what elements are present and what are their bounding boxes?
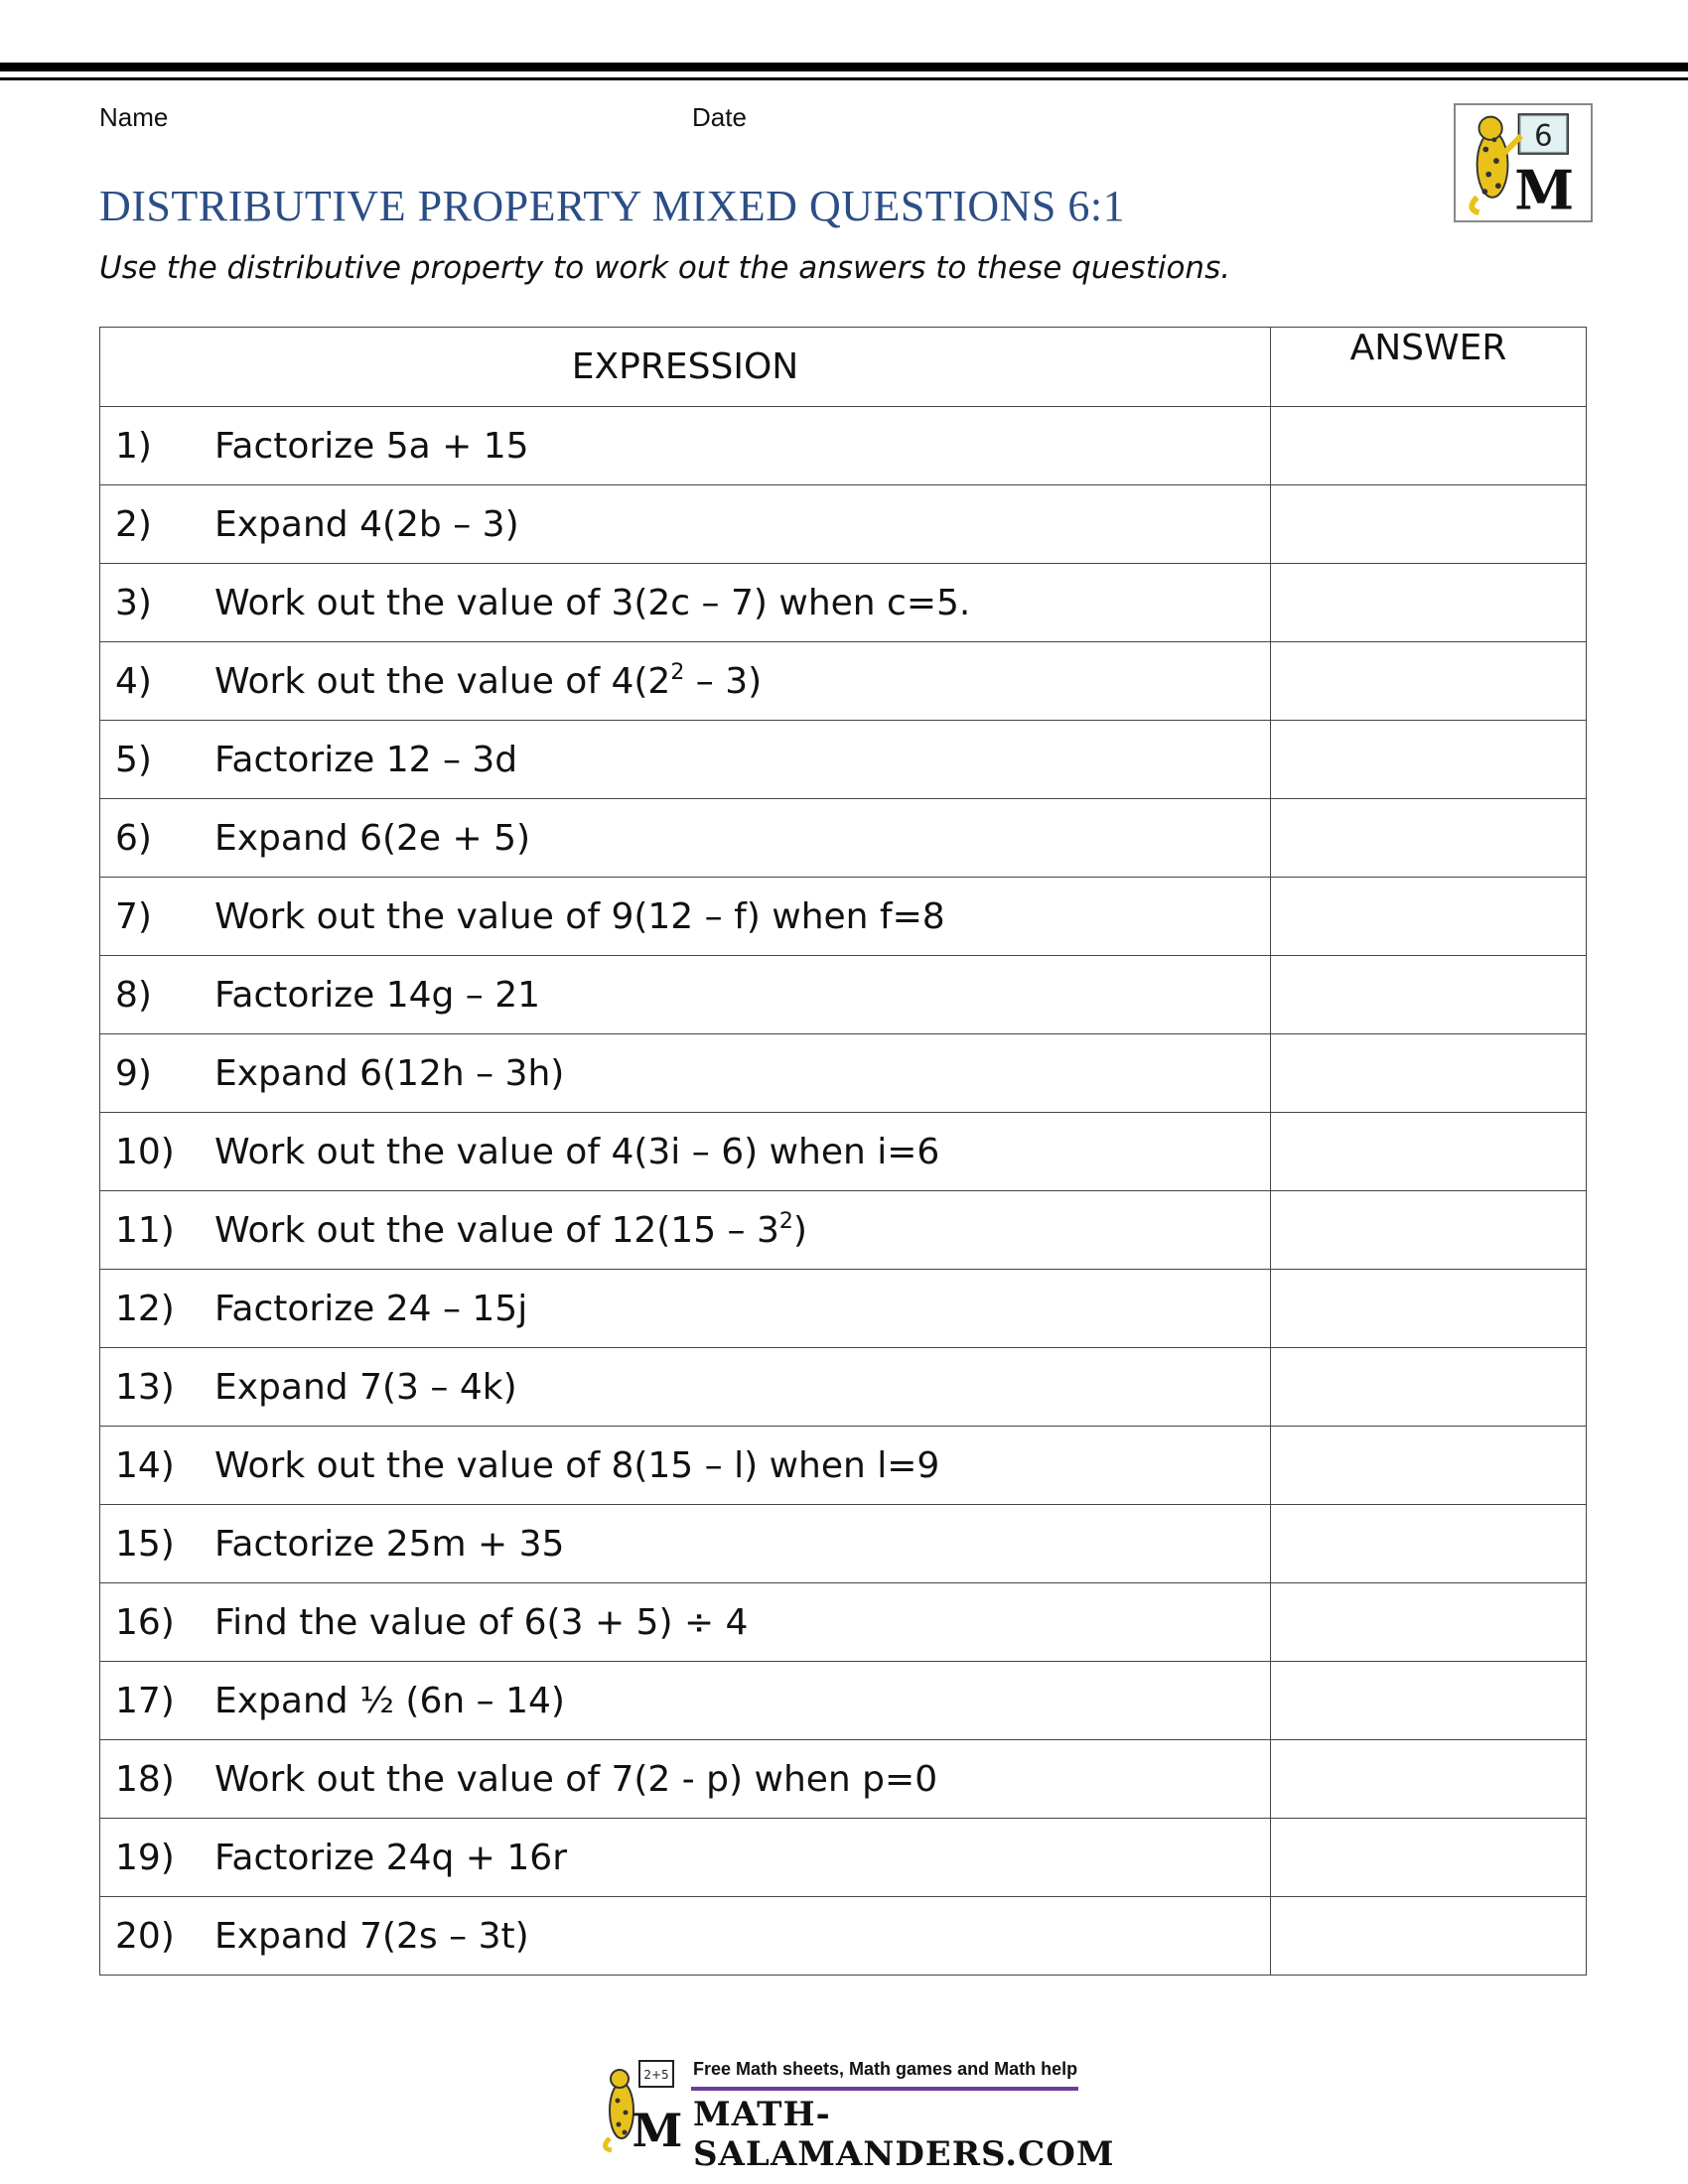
footer-site-name: MATH-SALAMANDERS.COM bbox=[693, 2095, 1115, 2174]
question-text-main: Work out the value of 12(15 – 3 bbox=[214, 1209, 779, 1251]
table-row bbox=[100, 878, 1587, 956]
question-number: 12) bbox=[115, 1288, 175, 1329]
answer-cell[interactable] bbox=[1271, 1113, 1587, 1191]
table-row bbox=[100, 1740, 1587, 1819]
table-row bbox=[100, 1505, 1587, 1583]
answer-cell[interactable] bbox=[1271, 1270, 1587, 1348]
answer-cell[interactable] bbox=[1271, 485, 1587, 564]
exponent: 2 bbox=[670, 659, 685, 685]
question-cell bbox=[100, 1348, 1271, 1427]
worksheet-title: DISTRIBUTIVE PROPERTY MIXED QUESTIONS 6:1 bbox=[99, 182, 1126, 230]
question-text bbox=[214, 661, 762, 702]
question-cell bbox=[100, 1270, 1271, 1348]
question-number: 8) bbox=[115, 974, 152, 1016]
question-text-main: Expand ½ (6n – 14) bbox=[214, 1680, 565, 1721]
question-cell bbox=[100, 1191, 1271, 1270]
answer-cell[interactable] bbox=[1271, 1348, 1587, 1427]
table-row bbox=[100, 1427, 1587, 1505]
question-number: 19) bbox=[115, 1837, 175, 1878]
svg-text:M: M bbox=[632, 2104, 683, 2152]
question-text-main: Factorize 24q + 16r bbox=[214, 1837, 568, 1878]
table-row bbox=[100, 956, 1587, 1034]
question-text bbox=[214, 1289, 527, 1329]
table-row bbox=[100, 1191, 1587, 1270]
question-text bbox=[214, 1524, 564, 1565]
answer-cell[interactable] bbox=[1271, 1740, 1587, 1819]
table-row bbox=[100, 1113, 1587, 1191]
question-text bbox=[214, 1838, 567, 1878]
answer-cell[interactable] bbox=[1271, 1583, 1587, 1662]
question-text-main: Expand 6(12h – 3h) bbox=[214, 1052, 565, 1094]
question-cell bbox=[100, 564, 1271, 642]
question-text-main: Expand 6(2e + 5) bbox=[214, 817, 531, 859]
question-text-main: Work out the value of 4(2 bbox=[214, 660, 671, 702]
questions-table bbox=[99, 327, 1587, 1976]
footer-branding bbox=[596, 2055, 1115, 2174]
questions-body bbox=[100, 407, 1587, 1976]
question-text bbox=[214, 1681, 565, 1721]
name-label: Name bbox=[99, 102, 169, 132]
date-label: Date bbox=[692, 102, 747, 132]
question-number: 10) bbox=[115, 1131, 175, 1172]
footer-divider bbox=[691, 2087, 1078, 2091]
question-text-main: Factorize 5a + 15 bbox=[214, 425, 529, 467]
question-number: 18) bbox=[115, 1758, 175, 1800]
worksheet-instructions: Use the distributive property to work out the answers to these questions. bbox=[99, 250, 1231, 286]
question-text bbox=[214, 1210, 807, 1251]
question-text-main: Factorize 12 – 3d bbox=[214, 739, 518, 780]
table-row bbox=[100, 1270, 1587, 1348]
question-text-main: Work out the value of 8(15 – l) when l=9 bbox=[214, 1444, 940, 1486]
table-row bbox=[100, 1034, 1587, 1113]
answer-cell[interactable] bbox=[1271, 1505, 1587, 1583]
question-text-main: Find the value of 6(3 + 5) ÷ 4 bbox=[214, 1601, 749, 1643]
question-text bbox=[214, 896, 945, 937]
answer-cell[interactable] bbox=[1271, 564, 1587, 642]
question-number: 5) bbox=[115, 739, 152, 780]
question-text-tail: ) bbox=[792, 1209, 807, 1251]
question-cell bbox=[100, 1113, 1271, 1191]
table-row bbox=[100, 1662, 1587, 1740]
question-cell bbox=[100, 1505, 1271, 1583]
question-number: 9) bbox=[115, 1052, 152, 1094]
logo-grade-text: 6 bbox=[1534, 118, 1553, 153]
question-number: 15) bbox=[115, 1523, 175, 1565]
question-number: 17) bbox=[115, 1680, 175, 1721]
question-cell bbox=[100, 1662, 1271, 1740]
question-text bbox=[214, 1759, 937, 1800]
question-text bbox=[214, 1916, 529, 1957]
question-number: 7) bbox=[115, 895, 152, 937]
question-cell bbox=[100, 485, 1271, 564]
question-text-tail: – 3) bbox=[684, 660, 763, 702]
question-text-main: Expand 4(2b – 3) bbox=[214, 503, 519, 545]
question-text-main: Work out the value of 7(2 - p) when p=0 bbox=[214, 1758, 938, 1800]
answer-cell[interactable] bbox=[1271, 642, 1587, 721]
question-text bbox=[214, 1602, 748, 1643]
table-row bbox=[100, 564, 1587, 642]
salamander-mascot-icon bbox=[596, 2057, 685, 2152]
svg-text:2+5: 2+5 bbox=[643, 2068, 669, 2082]
question-cell bbox=[100, 1819, 1271, 1897]
answer-header: ANSWER bbox=[1271, 328, 1587, 407]
question-cell bbox=[100, 1427, 1271, 1505]
question-number: 11) bbox=[115, 1209, 175, 1251]
question-cell bbox=[100, 956, 1271, 1034]
header-rule-thick bbox=[0, 63, 1688, 71]
question-text-main: Work out the value of 4(3i – 6) when i=6 bbox=[214, 1131, 940, 1172]
answer-cell[interactable] bbox=[1271, 1034, 1587, 1113]
question-number: 1) bbox=[115, 425, 152, 467]
question-text bbox=[214, 818, 530, 859]
answer-cell[interactable] bbox=[1271, 1662, 1587, 1740]
exponent: 2 bbox=[778, 1208, 793, 1234]
question-cell bbox=[100, 642, 1271, 721]
header-rule-thin bbox=[0, 77, 1688, 80]
question-cell bbox=[100, 799, 1271, 878]
table-row bbox=[100, 407, 1587, 485]
footer-tagline: Free Math sheets, Math games and Math help bbox=[693, 2059, 1078, 2079]
question-cell bbox=[100, 1897, 1271, 1976]
question-text-main: Work out the value of 3(2c – 7) when c=5. bbox=[214, 582, 971, 623]
question-text-main: Factorize 24 – 15j bbox=[214, 1288, 528, 1329]
table-row bbox=[100, 799, 1587, 878]
table-row bbox=[100, 1348, 1587, 1427]
question-cell bbox=[100, 721, 1271, 799]
question-text bbox=[214, 583, 970, 623]
question-number: 2) bbox=[115, 503, 152, 545]
table-row bbox=[100, 485, 1587, 564]
question-text bbox=[214, 426, 529, 467]
answer-cell[interactable] bbox=[1271, 1897, 1587, 1976]
expression-header: EXPRESSION bbox=[100, 328, 1271, 407]
question-cell bbox=[100, 1740, 1271, 1819]
question-text bbox=[214, 1132, 939, 1172]
table-row bbox=[100, 1897, 1587, 1976]
logo-mark-text: M bbox=[1514, 158, 1575, 220]
table-header-row bbox=[100, 328, 1587, 407]
question-number: 16) bbox=[115, 1601, 175, 1643]
question-cell bbox=[100, 407, 1271, 485]
question-text bbox=[214, 1367, 517, 1408]
table-row bbox=[100, 642, 1587, 721]
answer-cell[interactable] bbox=[1271, 878, 1587, 956]
answer-cell[interactable] bbox=[1271, 1819, 1587, 1897]
question-cell bbox=[100, 1583, 1271, 1662]
question-number: 3) bbox=[115, 582, 152, 623]
question-number: 20) bbox=[115, 1915, 175, 1957]
question-text bbox=[214, 1053, 564, 1094]
answer-cell[interactable] bbox=[1271, 956, 1587, 1034]
question-text-main: Factorize 14g – 21 bbox=[214, 974, 541, 1016]
question-text-main: Factorize 25m + 35 bbox=[214, 1523, 565, 1565]
question-text bbox=[214, 740, 517, 780]
answer-cell[interactable] bbox=[1271, 1191, 1587, 1270]
question-text bbox=[214, 1445, 939, 1486]
question-text bbox=[214, 975, 540, 1016]
question-number: 14) bbox=[115, 1444, 175, 1486]
answer-cell[interactable] bbox=[1271, 721, 1587, 799]
answer-cell[interactable] bbox=[1271, 1427, 1587, 1505]
question-number: 13) bbox=[115, 1366, 175, 1408]
table-row bbox=[100, 1819, 1587, 1897]
question-text bbox=[214, 504, 519, 545]
table-row bbox=[100, 1583, 1587, 1662]
answer-cell[interactable] bbox=[1271, 799, 1587, 878]
table-row bbox=[100, 721, 1587, 799]
question-cell bbox=[100, 878, 1271, 956]
question-cell bbox=[100, 1034, 1271, 1113]
salamander-grade-logo-icon bbox=[1454, 103, 1593, 222]
question-number: 4) bbox=[115, 660, 152, 702]
question-text-main: Expand 7(3 – 4k) bbox=[214, 1366, 517, 1408]
question-number: 6) bbox=[115, 817, 152, 859]
answer-cell[interactable] bbox=[1271, 407, 1587, 485]
question-text-main: Work out the value of 9(12 – f) when f=8 bbox=[214, 895, 945, 937]
question-text-main: Expand 7(2s – 3t) bbox=[214, 1915, 529, 1957]
